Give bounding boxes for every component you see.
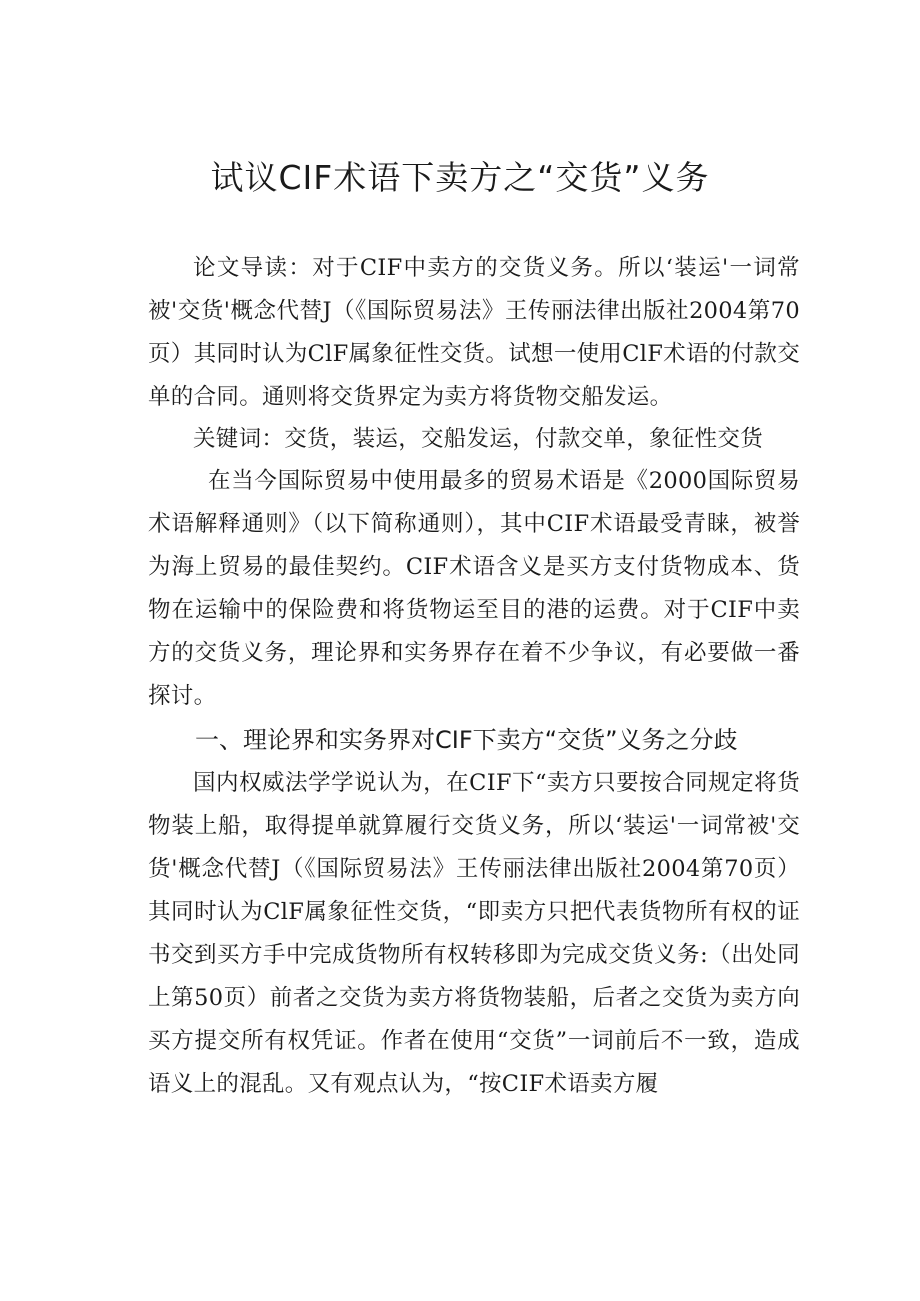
section-heading: 一、理论界和实务界对CIF下卖方“交货”义务之分歧 bbox=[195, 726, 738, 754]
abstract-paragraph: 论文导读：对于CIF中卖方的交货义务。所以‘装运'一词常被'交货'概念代替J（《国际贸易法》王传丽法律出版社2004第70页）其同时认为ClF属象征性交货。试想一使用ClF术语的付款交单的合同。通则将交货界定为卖方将货物交船发运。 bbox=[148, 255, 800, 410]
intro-paragraph: 在当今国际贸易中使用最多的贸易术语是《2000国际贸易术语解释通则》（以下简称通则），其中CIF术语最受青睐，被誉为海上贸易的最佳契约。CIF术语含义是买方支付货物成本、货物在运输中的保险费和将货物运至目的港的运费。对于CIF中卖方的交货义务，理论界和实务界存在着不少争议，有必要做一番探讨。 bbox=[148, 468, 800, 709]
keywords-line: 关键词：交货，装运，交船发运，付款交单，象征性交货 bbox=[193, 426, 764, 452]
page-title: 试议CIF术语下卖方之“交货”义务 bbox=[210, 158, 710, 197]
body-paragraph: 国内权威法学学说认为，在CIF下“卖方只要按合同规定将货物装上船，取得提单就算履行交货义务，所以‘装运'一词常被'交货'概念代替J（《国际贸易法》王传丽法律出版社2004第70页）其同时认为ClF属象征性交货，“即卖方只把代表货物所有权的证书交到买方手中完成货物所有权转移即为完成交货义务:（出处同上第50页）前者之交货为卖方将货物装船，后者之交货为卖方向买方提交所有权凭证。作者在使用“交货”一词前后不一致，造成语义上的混乱。又有观点认为，“按CIF术语卖方履 bbox=[148, 770, 800, 1097]
